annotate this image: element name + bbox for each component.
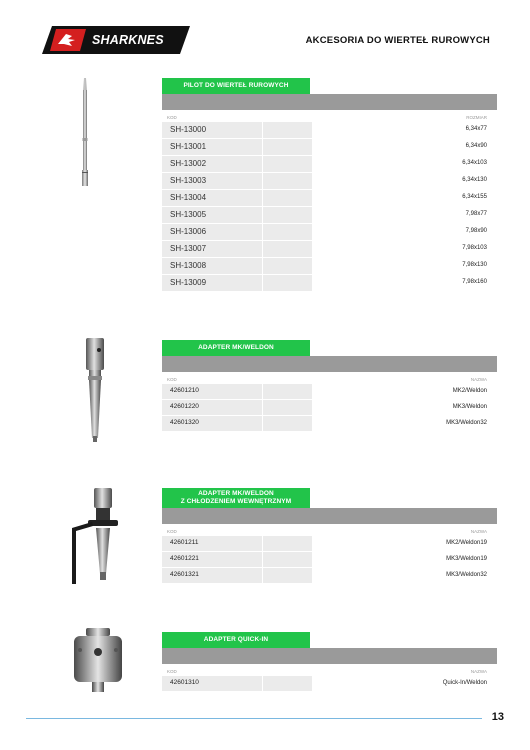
- row-code: 42601221: [170, 555, 199, 562]
- table-row: [162, 122, 497, 139]
- section-adapter-quick-in: [162, 632, 497, 692]
- column-code: KOD: [167, 529, 177, 534]
- row-code: SH-13004: [170, 193, 207, 202]
- row-code: SH-13007: [170, 244, 207, 253]
- section-bar: [162, 94, 497, 110]
- row-code: SH-13001: [170, 142, 207, 151]
- table-row: [162, 552, 497, 568]
- brand-logo: [42, 26, 190, 54]
- row-code: 42601211: [170, 539, 199, 546]
- row-code: SH-13003: [170, 176, 207, 185]
- row-value: 7,98x130: [462, 262, 487, 268]
- table-row: [162, 190, 497, 207]
- row-code: SH-13005: [170, 210, 207, 219]
- table-row: [162, 400, 497, 416]
- section-adapter-mk-weldon: [162, 340, 497, 432]
- section-bar: [162, 508, 497, 524]
- row-value: MK3/Weldon19: [446, 556, 487, 562]
- section-title: ADAPTER MK/WELDON: [162, 340, 310, 356]
- row-value: MK3/Weldon: [452, 404, 487, 410]
- column-code: KOD: [167, 115, 177, 120]
- row-value: 7,98x90: [465, 228, 487, 234]
- table-header: [162, 372, 497, 384]
- row-code: 42601320: [170, 419, 199, 426]
- mk-weldon-adapter-image: [80, 338, 110, 442]
- row-code: SH-13009: [170, 278, 207, 287]
- brand-name: SHARKNES: [92, 33, 164, 47]
- quick-in-adapter-image: [70, 628, 126, 694]
- table-row: [162, 139, 497, 156]
- table-row: [162, 173, 497, 190]
- row-value: 6,34x130: [462, 177, 487, 183]
- table-row: [162, 536, 497, 552]
- row-value: MK2/Weldon19: [446, 540, 487, 546]
- section-title-line2: Z CHŁODZENIEM WEWNĘTRZNYM: [180, 498, 292, 505]
- column-code: KOD: [167, 377, 177, 382]
- page-number: 13: [491, 711, 504, 723]
- table-row: [162, 258, 497, 275]
- row-code: SH-13006: [170, 227, 207, 236]
- column-name: NAZWA: [470, 669, 487, 674]
- row-value: 6,34x103: [462, 160, 487, 166]
- column-name: NAZWA: [470, 377, 487, 382]
- table-row: [162, 156, 497, 173]
- table-row: [162, 384, 497, 400]
- section-title-line1: ADAPTER MK/WELDON: [198, 490, 274, 497]
- row-code: 42601220: [170, 403, 199, 410]
- section-title: PILOT DO WIERTEŁ RUROWYCH: [162, 78, 310, 94]
- row-code: SH-13008: [170, 261, 207, 270]
- table-row: [162, 676, 497, 692]
- section-pilot: [162, 78, 497, 292]
- section-adapter-mk-weldon-cooling: [162, 488, 497, 584]
- row-code: SH-13002: [170, 159, 207, 168]
- row-value: MK3/Weldon32: [446, 572, 487, 578]
- row-value: 7,98x160: [462, 279, 487, 285]
- mk-weldon-cooling-adapter-image: [66, 488, 126, 588]
- page-title: AKCESORIA DO WIERTEŁ RUROWYCH: [305, 35, 490, 46]
- row-code: 42601210: [170, 387, 199, 394]
- row-code: 42601310: [170, 679, 199, 686]
- table-header: [162, 524, 497, 536]
- table-header: [162, 664, 497, 676]
- table-row: [162, 275, 497, 292]
- column-size: ROZMIAR: [466, 115, 487, 120]
- pilot-pin-image: [78, 78, 92, 188]
- section-bar: [162, 648, 497, 664]
- row-value: MK2/Weldon: [452, 388, 487, 394]
- row-value: 7,98x77: [465, 211, 487, 217]
- table-row: [162, 241, 497, 258]
- row-value: 6,34x155: [462, 194, 487, 200]
- row-code: SH-13000: [170, 125, 207, 134]
- row-value: MK3/Weldon32: [446, 420, 487, 426]
- footer-divider: [26, 718, 482, 719]
- row-code: 42601321: [170, 571, 199, 578]
- table-row: [162, 207, 497, 224]
- row-value: 6,34x90: [465, 143, 487, 149]
- row-value: Quick-In/Weldon: [442, 680, 487, 686]
- table-row: [162, 416, 497, 432]
- table-row: [162, 224, 497, 241]
- row-value: 6,34x77: [465, 126, 487, 132]
- section-title: [162, 488, 310, 508]
- table-row: [162, 568, 497, 584]
- section-title: ADAPTER QUICK-IN: [162, 632, 310, 648]
- table-header: [162, 110, 497, 122]
- column-name: NAZWA: [470, 529, 487, 534]
- row-value: 7,98x103: [462, 245, 487, 251]
- column-code: KOD: [167, 669, 177, 674]
- section-bar: [162, 356, 497, 372]
